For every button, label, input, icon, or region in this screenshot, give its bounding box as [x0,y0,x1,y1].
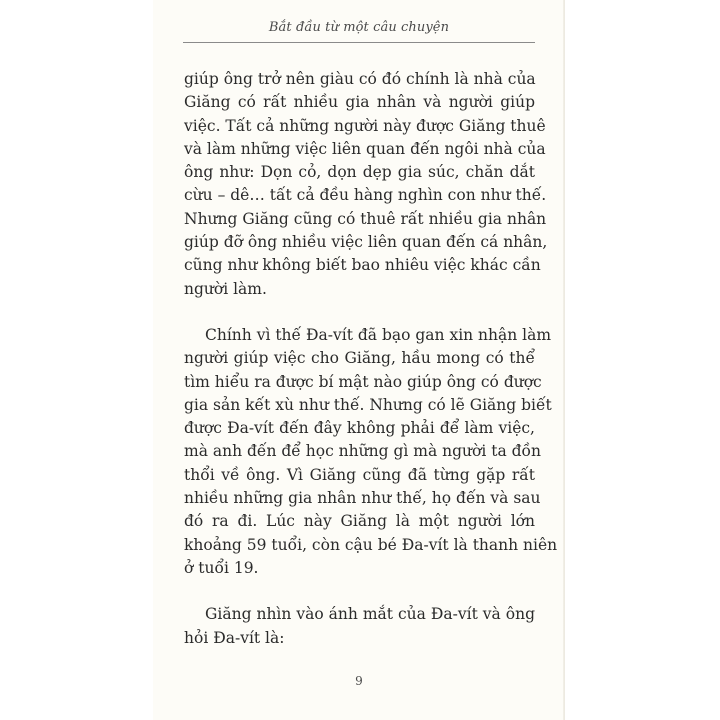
text-line: thổi về ông. Vì Giăng cũng đã từng gặp rất [184,465,535,484]
text-line: hỏi Đa-vít là: [184,628,285,647]
body-text [184,68,558,650]
paragraph-gap [184,580,535,603]
page-edge [563,0,565,720]
text-line: gia sản kết xù như thế. Nhưng có lẽ Giăng biết [184,395,552,414]
page-number: 9 [355,674,363,688]
text-line: người làm. [184,279,267,298]
text-line: cũng như không biết bao nhiêu việc khác cần [184,256,541,275]
text-line: nhiều những gia nhân như thế, họ đến và sau [184,489,541,508]
text-line: việc. Tất cả những người này được Giăng thuê [184,116,546,135]
running-header: Bắt đầu từ một câu chuyện [268,20,450,35]
text-line: Giăng có rất nhiều gia nhân và người giúp [184,93,535,112]
paragraph-gap [184,301,535,324]
text-line: giúp đỡ ông nhiều việc liên quan đến cá nhân, [184,233,548,252]
text-line: mà anh đến để học những gì mà người ta đồn [184,442,542,461]
text-line: tìm hiểu ra được bí mật nào giúp ông có được [184,372,542,391]
text-line: được Đa-vít đến đây không phải để làm việc, [184,419,535,438]
text-line: đó ra đi. Lúc này Giăng là một người lớn [184,512,535,531]
text-line: ông như: Dọn cỏ, dọn dẹp gia súc, chăn dắt [184,163,535,182]
text-line: người giúp việc cho Giăng, hầu mong có thể [184,349,535,368]
text-line: và làm những việc liên quan đến ngôi nhà của [184,139,546,158]
header-rule [183,42,535,43]
text-line: Nhưng Giăng cũng có thuê rất nhiều gia nhân [184,209,547,228]
book-page [153,0,565,720]
text-line: ở tuổi 19. [184,558,259,577]
text-line: khoảng 59 tuổi, còn cậu bé Đa-vít là thanh niên [184,535,558,554]
text-line: giúp ông trở nên giàu có đó chính là nhà của [184,70,536,88]
text-line: Chính vì thế Đa-vít đã bạo gan xin nhận làm [205,325,552,344]
text-line: Giăng nhìn vào ánh mắt của Đa-vít và ông [205,605,535,624]
text-line: cừu – dê… tất cả đều hàng nghìn con như thế. [184,186,547,205]
